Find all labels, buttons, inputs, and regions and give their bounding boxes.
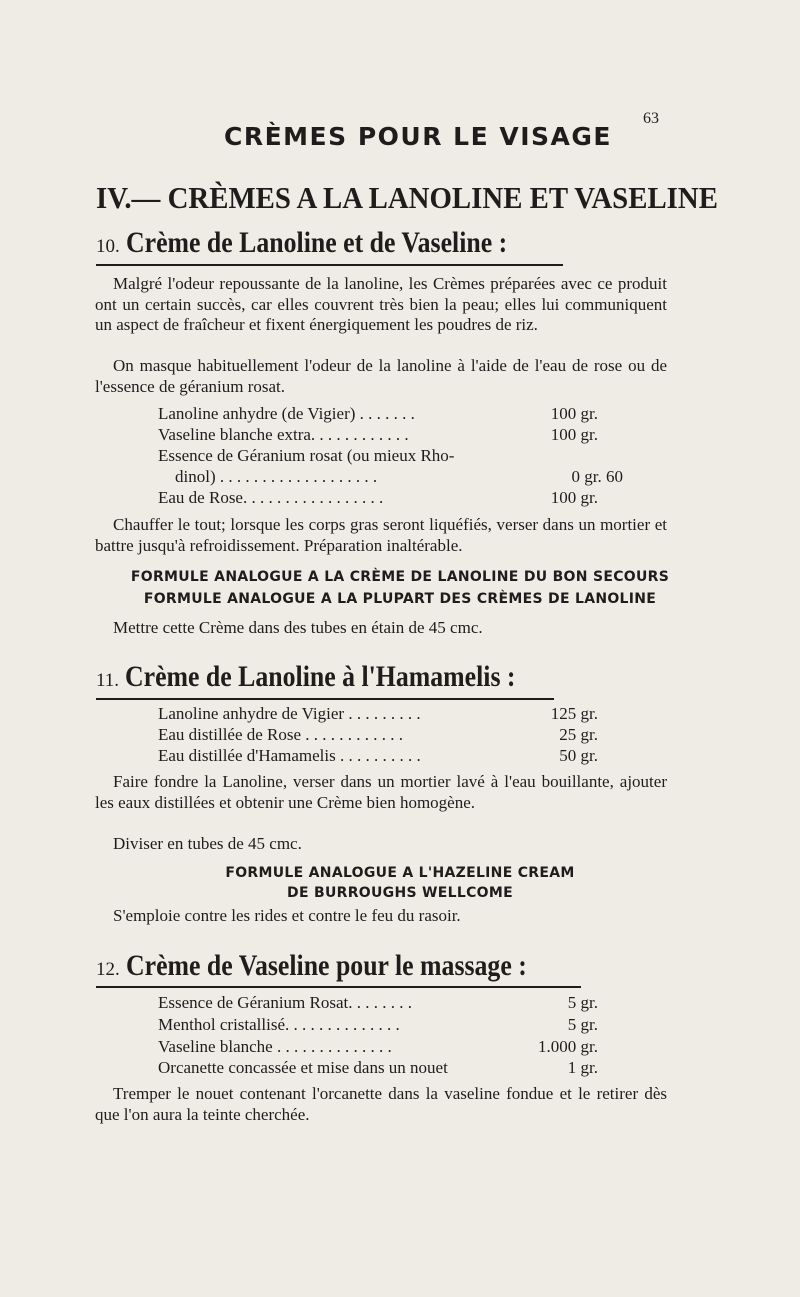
recipe-method: Diviser en tubes de 45 cmc. bbox=[113, 834, 302, 853]
recipe-title: Crème de Lanoline à l'Hamamelis : bbox=[125, 660, 516, 693]
ingredient-row bbox=[175, 467, 623, 488]
recipe-title: Crème de Lanoline et de Vaseline : bbox=[125, 226, 507, 259]
recipe-intro: On masque habituellement l'odeur de la lanoline à l'aide de l'eau de rose ou de l'essence de géranium rosat. bbox=[95, 356, 667, 396]
ingredient-row bbox=[158, 425, 598, 446]
ingredient-qty: 0 gr. 60 bbox=[571, 467, 623, 486]
ingredient-qty: 100 gr. bbox=[550, 404, 598, 423]
running-head: CRÈMES POUR LE VISAGE bbox=[224, 122, 612, 151]
heading-underline bbox=[96, 986, 581, 988]
ingredient-row bbox=[158, 488, 598, 509]
ingredient-qty: 50 gr. bbox=[559, 746, 598, 765]
ingredient-qty: 100 gr. bbox=[550, 488, 598, 507]
formula-note: DE BURROUGHS WELLCOME bbox=[287, 885, 513, 901]
ingredient-qty: 5 gr. bbox=[567, 1015, 598, 1034]
ingredient-row bbox=[158, 404, 598, 425]
ingredient-name: Orcanette concassée et mise dans un nouet bbox=[158, 1058, 448, 1077]
recipe-title: Crème de Vaseline pour le massage : bbox=[125, 949, 527, 982]
page-number: 63 bbox=[643, 110, 659, 127]
ingredient-name: Eau distillée de Rose . . . . . . . . . . . . bbox=[158, 725, 404, 744]
recipe-intro: Malgré l'odeur repoussante de la lanoline, les Crèmes préparées avec ce produit ont un certain succès, car elles couvrent très bien la peau; elles lui communiquent un aspect de fraîcheur et fixent énergiquement les poudres de riz. bbox=[95, 274, 667, 334]
ingredient-row bbox=[158, 704, 598, 725]
ingredient-name: Eau distillée d'Hamamelis . . . . . . . . . . bbox=[158, 746, 421, 765]
formula-note: FORMULE ANALOGUE A L'HAZELINE CREAM bbox=[225, 865, 575, 881]
ingredient-qty: 5 gr. bbox=[567, 993, 598, 1012]
ingredient-name: Essence de Géranium rosat (ou mieux Rho- bbox=[158, 446, 455, 465]
recipe-number: 12. bbox=[96, 959, 120, 980]
recipe-number: 11. bbox=[96, 670, 120, 691]
ingredient-qty: 100 gr. bbox=[550, 425, 598, 444]
ingredient-row bbox=[158, 446, 598, 467]
recipe-note: Mettre cette Crème dans des tubes en étain de 45 cmc. bbox=[113, 618, 483, 637]
ingredient-name: Menthol cristallisé. . . . . . . . . . . . . . bbox=[158, 1015, 400, 1034]
ingredient-row bbox=[158, 725, 598, 746]
recipe-heading bbox=[96, 660, 579, 694]
ingredient-row bbox=[158, 1058, 598, 1079]
ingredient-row bbox=[158, 1015, 598, 1036]
ingredient-qty: 25 gr. bbox=[559, 725, 598, 744]
formula-note: FORMULE ANALOGUE A LA PLUPART DES CRÈMES DE LANOLINE bbox=[143, 591, 657, 607]
formula-note: FORMULE ANALOGUE A LA CRÈME DE LANOLINE DU BON SECOURS bbox=[130, 569, 670, 585]
ingredient-name: Essence de Géranium Rosat. . . . . . . . bbox=[158, 993, 412, 1012]
ingredient-qty: 1.000 gr. bbox=[538, 1037, 598, 1056]
recipe-method: Tremper le nouet contenant l'orcanette dans la vaseline fondue et le retirer dès que l'on aura la teinte cherchée. bbox=[95, 1084, 667, 1124]
ingredient-name: Lanoline anhydre de Vigier . . . . . . . . . bbox=[158, 704, 421, 723]
ingredient-row bbox=[158, 746, 598, 767]
section-title: IV.— CRÈMES A LA LANOLINE ET VASELINE bbox=[96, 180, 718, 215]
heading-underline bbox=[96, 264, 563, 266]
ingredient-name: Vaseline blanche . . . . . . . . . . . . . . bbox=[158, 1037, 392, 1056]
recipe-note: S'emploie contre les rides et contre le feu du rasoir. bbox=[113, 906, 461, 925]
recipe-number: 10. bbox=[96, 236, 120, 257]
ingredient-qty: 125 gr. bbox=[550, 704, 598, 723]
ingredient-name: Lanoline anhydre (de Vigier) . . . . . . . bbox=[158, 404, 415, 423]
heading-underline bbox=[96, 698, 554, 700]
ingredient-row bbox=[158, 993, 598, 1014]
ingredient-name: dinol) . . . . . . . . . . . . . . . . . . . bbox=[175, 467, 378, 486]
ingredient-row bbox=[158, 1037, 598, 1058]
ingredient-name: Vaseline blanche extra. . . . . . . . . . . . bbox=[158, 425, 409, 444]
ingredient-qty: 1 gr. bbox=[567, 1058, 598, 1077]
recipe-heading bbox=[96, 949, 592, 983]
recipe-heading bbox=[96, 226, 569, 260]
recipe-method: Chauffer le tout; lorsque les corps gras seront liquéfiés, verser dans un mortier et battre jusqu'à refroidissement. Préparation inaltérable. bbox=[95, 515, 667, 555]
recipe-method: Faire fondre la Lanoline, verser dans un mortier lavé à l'eau bouillante, ajouter les eaux distillées et obtenir une Crème bien homogène. bbox=[95, 772, 667, 812]
ingredient-name: Eau de Rose. . . . . . . . . . . . . . . . . bbox=[158, 488, 384, 507]
